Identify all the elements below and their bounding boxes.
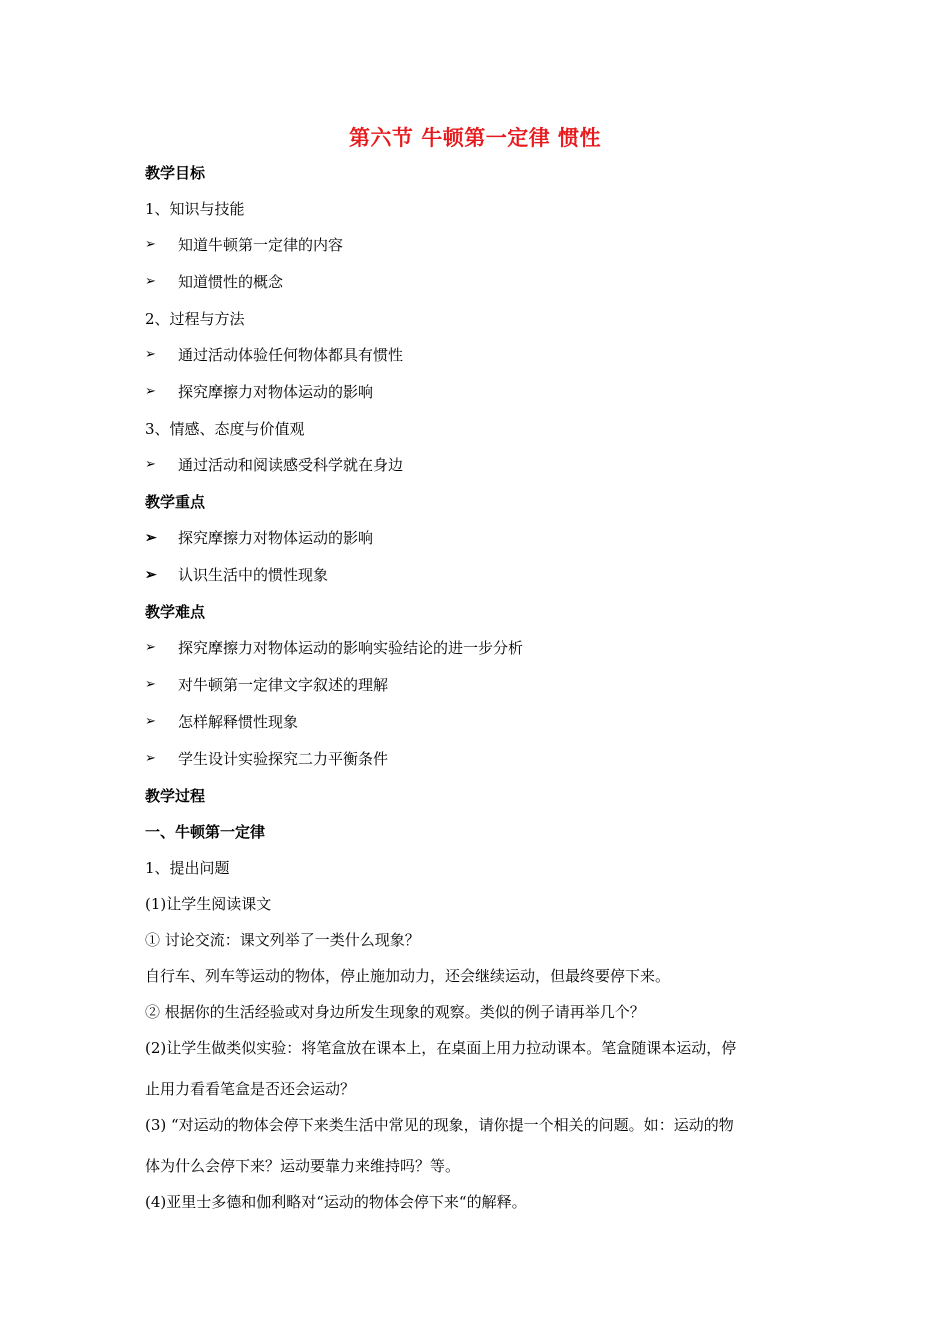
list-item: 通过活动体验任何物体都具有惯性 xyxy=(178,346,404,364)
paragraph-experiment-line2: 止用力看看笔盒是否还会运动？ xyxy=(145,1080,356,1098)
list-item: 对牛顿第一定律文字叙述的理解 xyxy=(178,676,389,694)
heading-difficulties: 教学难点 xyxy=(145,603,206,621)
paragraph-discussion-answer: 自行车、列车等运动的物体，停止施加动力，还会继续运动，但最终要停下来。 xyxy=(145,967,671,985)
bullet-arrow-icon: ➢ xyxy=(145,274,156,289)
paragraph-question-line1: (3) “对运动的物体会停下来类生活中常见的现象，请你提一个相关的问题。如：运动的物 xyxy=(145,1116,734,1134)
bullet-arrow-icon: ➢ xyxy=(145,384,156,399)
bullet-arrow-icon: ➢ xyxy=(145,457,156,472)
list-item: 知道牛顿第一定律的内容 xyxy=(178,236,344,254)
paragraph-question-line2: 体为什么会停下来？运动要靠力来维持吗？等。 xyxy=(145,1157,461,1175)
document-title: 第六节 牛顿第一定律 惯性 xyxy=(348,126,602,150)
bullet-arrow-icon: ➢ xyxy=(145,530,157,546)
subheading-raise-question: 1、提出问题 xyxy=(145,859,230,877)
subheading-process-method: 2、过程与方法 xyxy=(145,310,245,328)
paragraph-experiment-line1: (2)让学生做类似实验：将笔盒放在课本上，在桌面上用力拉动课本。笔盒随课本运动，停 xyxy=(145,1039,737,1057)
bullet-arrow-icon: ➢ xyxy=(145,567,157,583)
list-item: 探究摩擦力对物体运动的影响 xyxy=(178,383,374,401)
list-item: 认识生活中的惯性现象 xyxy=(178,566,329,584)
list-item: 探究摩擦力对物体运动的影响 xyxy=(178,529,374,547)
bullet-arrow-icon: ➢ xyxy=(145,640,156,655)
bullet-arrow-icon: ➢ xyxy=(145,751,156,766)
heading-process: 教学过程 xyxy=(145,787,206,805)
section-newton-first-law: 一、牛顿第一定律 xyxy=(145,823,266,841)
heading-objectives: 教学目标 xyxy=(145,164,206,182)
paragraph-explanations: (4)亚里士多德和伽利略对“运动的物体会停下来“的解释。 xyxy=(145,1193,527,1211)
bullet-arrow-icon: ➢ xyxy=(145,714,156,729)
paragraph-read-text: (1)让学生阅读课文 xyxy=(145,895,272,913)
list-item: 通过活动和阅读感受科学就在身边 xyxy=(178,456,404,474)
list-item: 探究摩擦力对物体运动的影响实验结论的进一步分析 xyxy=(178,639,524,657)
bullet-arrow-icon: ➢ xyxy=(145,347,156,362)
paragraph-discussion: ① 讨论交流：课文列举了一类什么现象？ xyxy=(145,931,420,949)
paragraph-more-examples: ② 根据你的生活经验或对身边所发生现象的观察。类似的例子请再举几个？ xyxy=(145,1003,645,1021)
list-item: 学生设计实验探究二力平衡条件 xyxy=(178,750,389,768)
subheading-knowledge-skills: 1、知识与技能 xyxy=(145,200,245,218)
bullet-arrow-icon: ➢ xyxy=(145,237,156,252)
list-item: 怎样解释惯性现象 xyxy=(178,713,299,731)
list-item: 知道惯性的概念 xyxy=(178,273,284,291)
heading-key-points: 教学重点 xyxy=(145,493,206,511)
bullet-arrow-icon: ➢ xyxy=(145,677,156,692)
subheading-emotion-values: 3、情感、态度与价值观 xyxy=(145,420,305,438)
